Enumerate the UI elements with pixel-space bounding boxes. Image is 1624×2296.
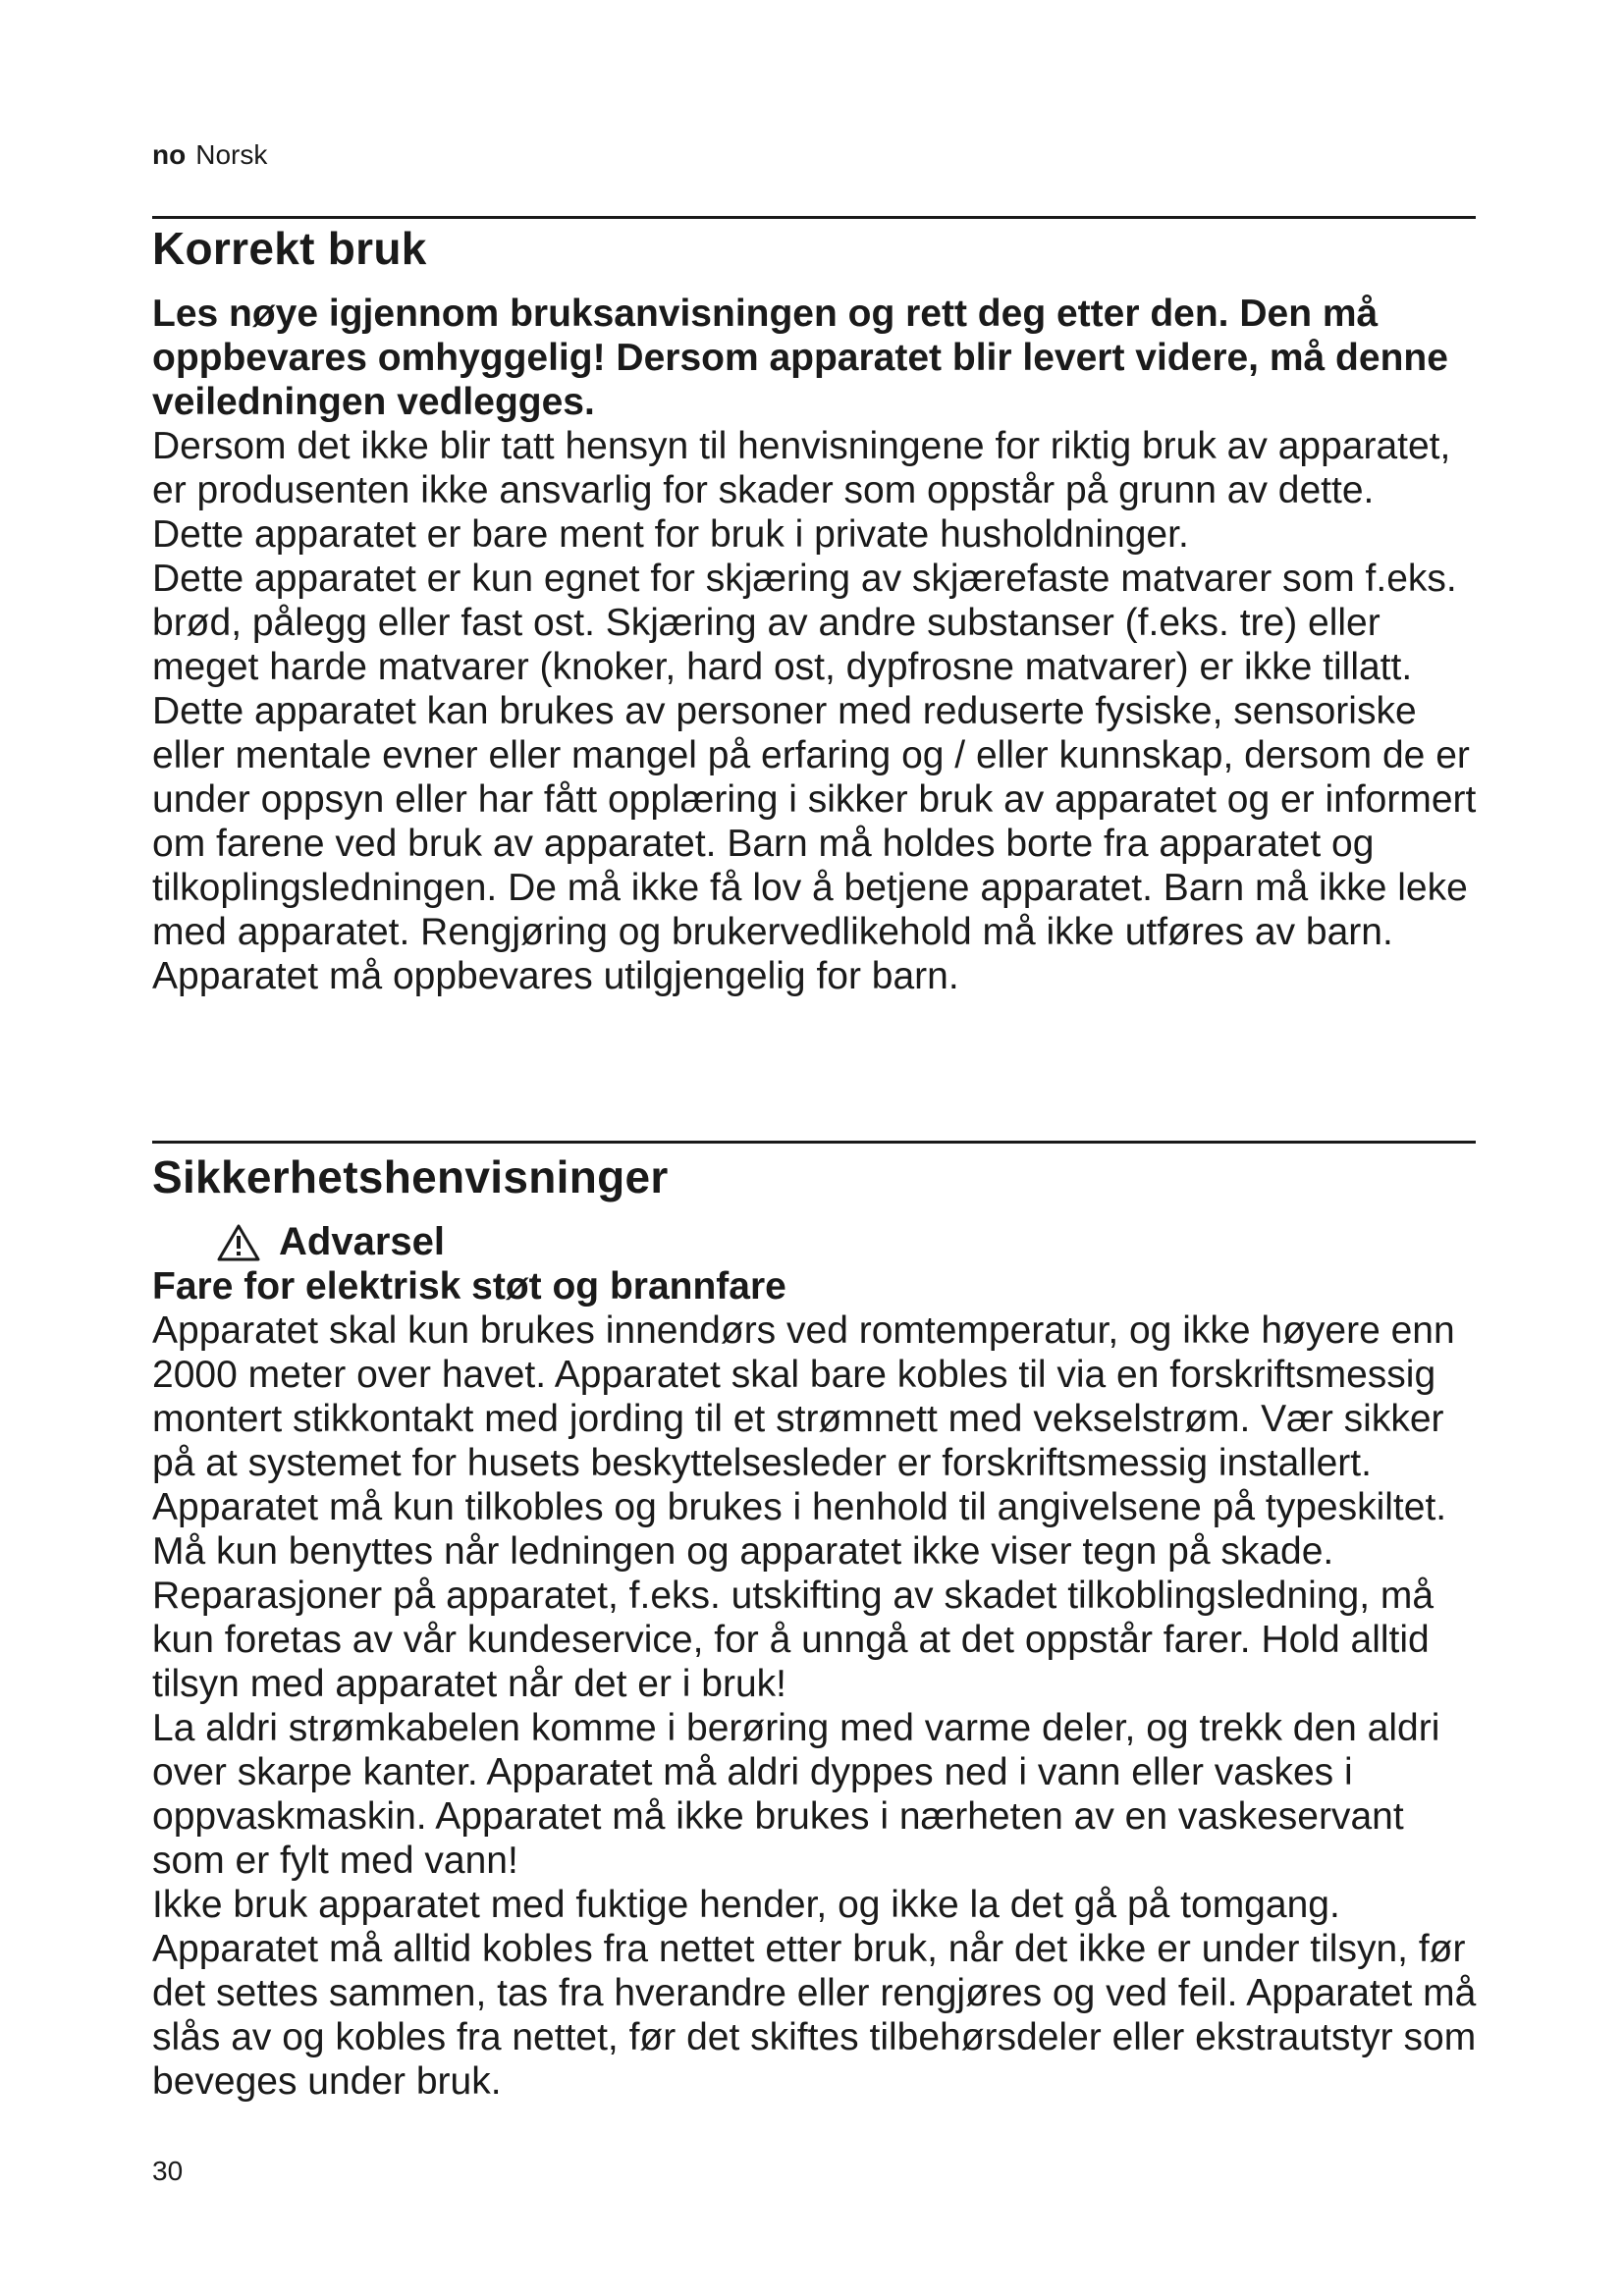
safety-paragraph: Ikke bruk apparatet med fuktige hender, og ikke la det gå på tomgang. Apparatet må alltid kobles fra nettet etter bruk, når det ikke er under tilsyn, før det settes sammen, tas fra hverandre eller rengjøres og ved feil. Apparatet må slås av og kobles fra nettet, før det skiftes tilbehørsdeler eller ekstrautstyr som beveges under bruk.: [152, 1884, 1477, 2103]
document-page: [152, 0, 1478, 2296]
safety-body: [152, 1220, 1478, 2104]
warning-triangle-icon: [216, 1223, 261, 1262]
language-name: Norsk: [195, 139, 268, 170]
section-title-safety: Sikkerhetshenvisninger: [152, 1151, 669, 1202]
section-divider-correct-use: [152, 216, 1476, 219]
page-number: 30: [152, 2156, 184, 2186]
hazard-title: Fare for elektrisk støt og brannfare: [152, 1265, 786, 1308]
safety-paragraph: La aldri strømkabelen komme i berøring med varme deler, og trekk den aldri over skarpe kanter. Apparatet må aldri dyppes ned i vann eller vaskes i oppvaskmaskin. Apparatet må ikke brukes i nærheten av en vaskeservant som er fylt med vann!: [152, 1707, 1440, 1882]
section-title-correct-use: Korrekt bruk: [152, 223, 427, 274]
safety-paragraph: Apparatet skal kun brukes innendørs ved romtemperatur, og ikke høyere enn 2000 meter over havet. Apparatet skal bare kobles til via en forskriftsmessig montert stikkontakt med jording til et strømnett med vekselstrøm. Vær sikker på at systemet for husets beskyttelsesleder er forskriftsmessig installert. Apparatet må kun tilkobles og brukes i henhold til angivelsene på typeskiltet. Må kun benyttes når ledningen og apparatet ikke viser tegn på skade. Reparasjoner på apparatet, f.eks. utskifting av skadet tilkoblingsledning, må kun foretas av vår kundeservice, for å unngå at det oppstår farer. Hold alltid tilsyn med apparatet når det er i bruk!: [152, 1309, 1455, 1705]
language-header: [152, 138, 267, 172]
correct-use-paragraph: Dette apparatet er bare ment for bruk i private husholdninger.: [152, 513, 1189, 556]
section-divider-safety: [152, 1141, 1476, 1144]
correct-use-lead: Les nøye igjennom bruksanvisningen og rett deg etter den. Den må oppbevares omhyggelig! Dersom apparatet blir levert videre, må denne veiledningen vedlegges.: [152, 293, 1448, 423]
correct-use-paragraph: Dette apparatet er kun egnet for skjæring av skjærefaste matvarer som f.eks. brød, pålegg eller fast ost. Skjæring av andre substanser (f.eks. tre) eller meget harde matvarer (knoker, hard ost, dypfrosne matvarer) er ikke tillatt.: [152, 558, 1457, 688]
warning-label: Advarsel: [279, 1220, 445, 1263]
correct-use-paragraph: Dersom det ikke blir tatt hensyn til henvisningene for riktig bruk av apparatet, er produsenten ikke ansvarlig for skader som oppstår på grunn av dette.: [152, 425, 1451, 511]
correct-use-paragraph: Dette apparatet kan brukes av personer med reduserte fysiske, sensoriske eller mentale evner eller mangel på erfaring og / eller kunnskap, dersom de er under oppsyn eller har fått opplæring i sikker bruk av apparatet og er informert om farene ved bruk av apparatet. Barn må holdes borte fra apparatet og tilkoplingsledningen. De må ikke få lov å betjene apparatet. Barn må ikke leke med apparatet. Rengjøring og brukervedlikehold må ikke utføres av barn. Apparatet må oppbevares utilgjengelig for barn.: [152, 690, 1477, 997]
warning-heading: [216, 1220, 1478, 1264]
language-code: no: [152, 139, 187, 170]
correct-use-body: [152, 292, 1478, 998]
